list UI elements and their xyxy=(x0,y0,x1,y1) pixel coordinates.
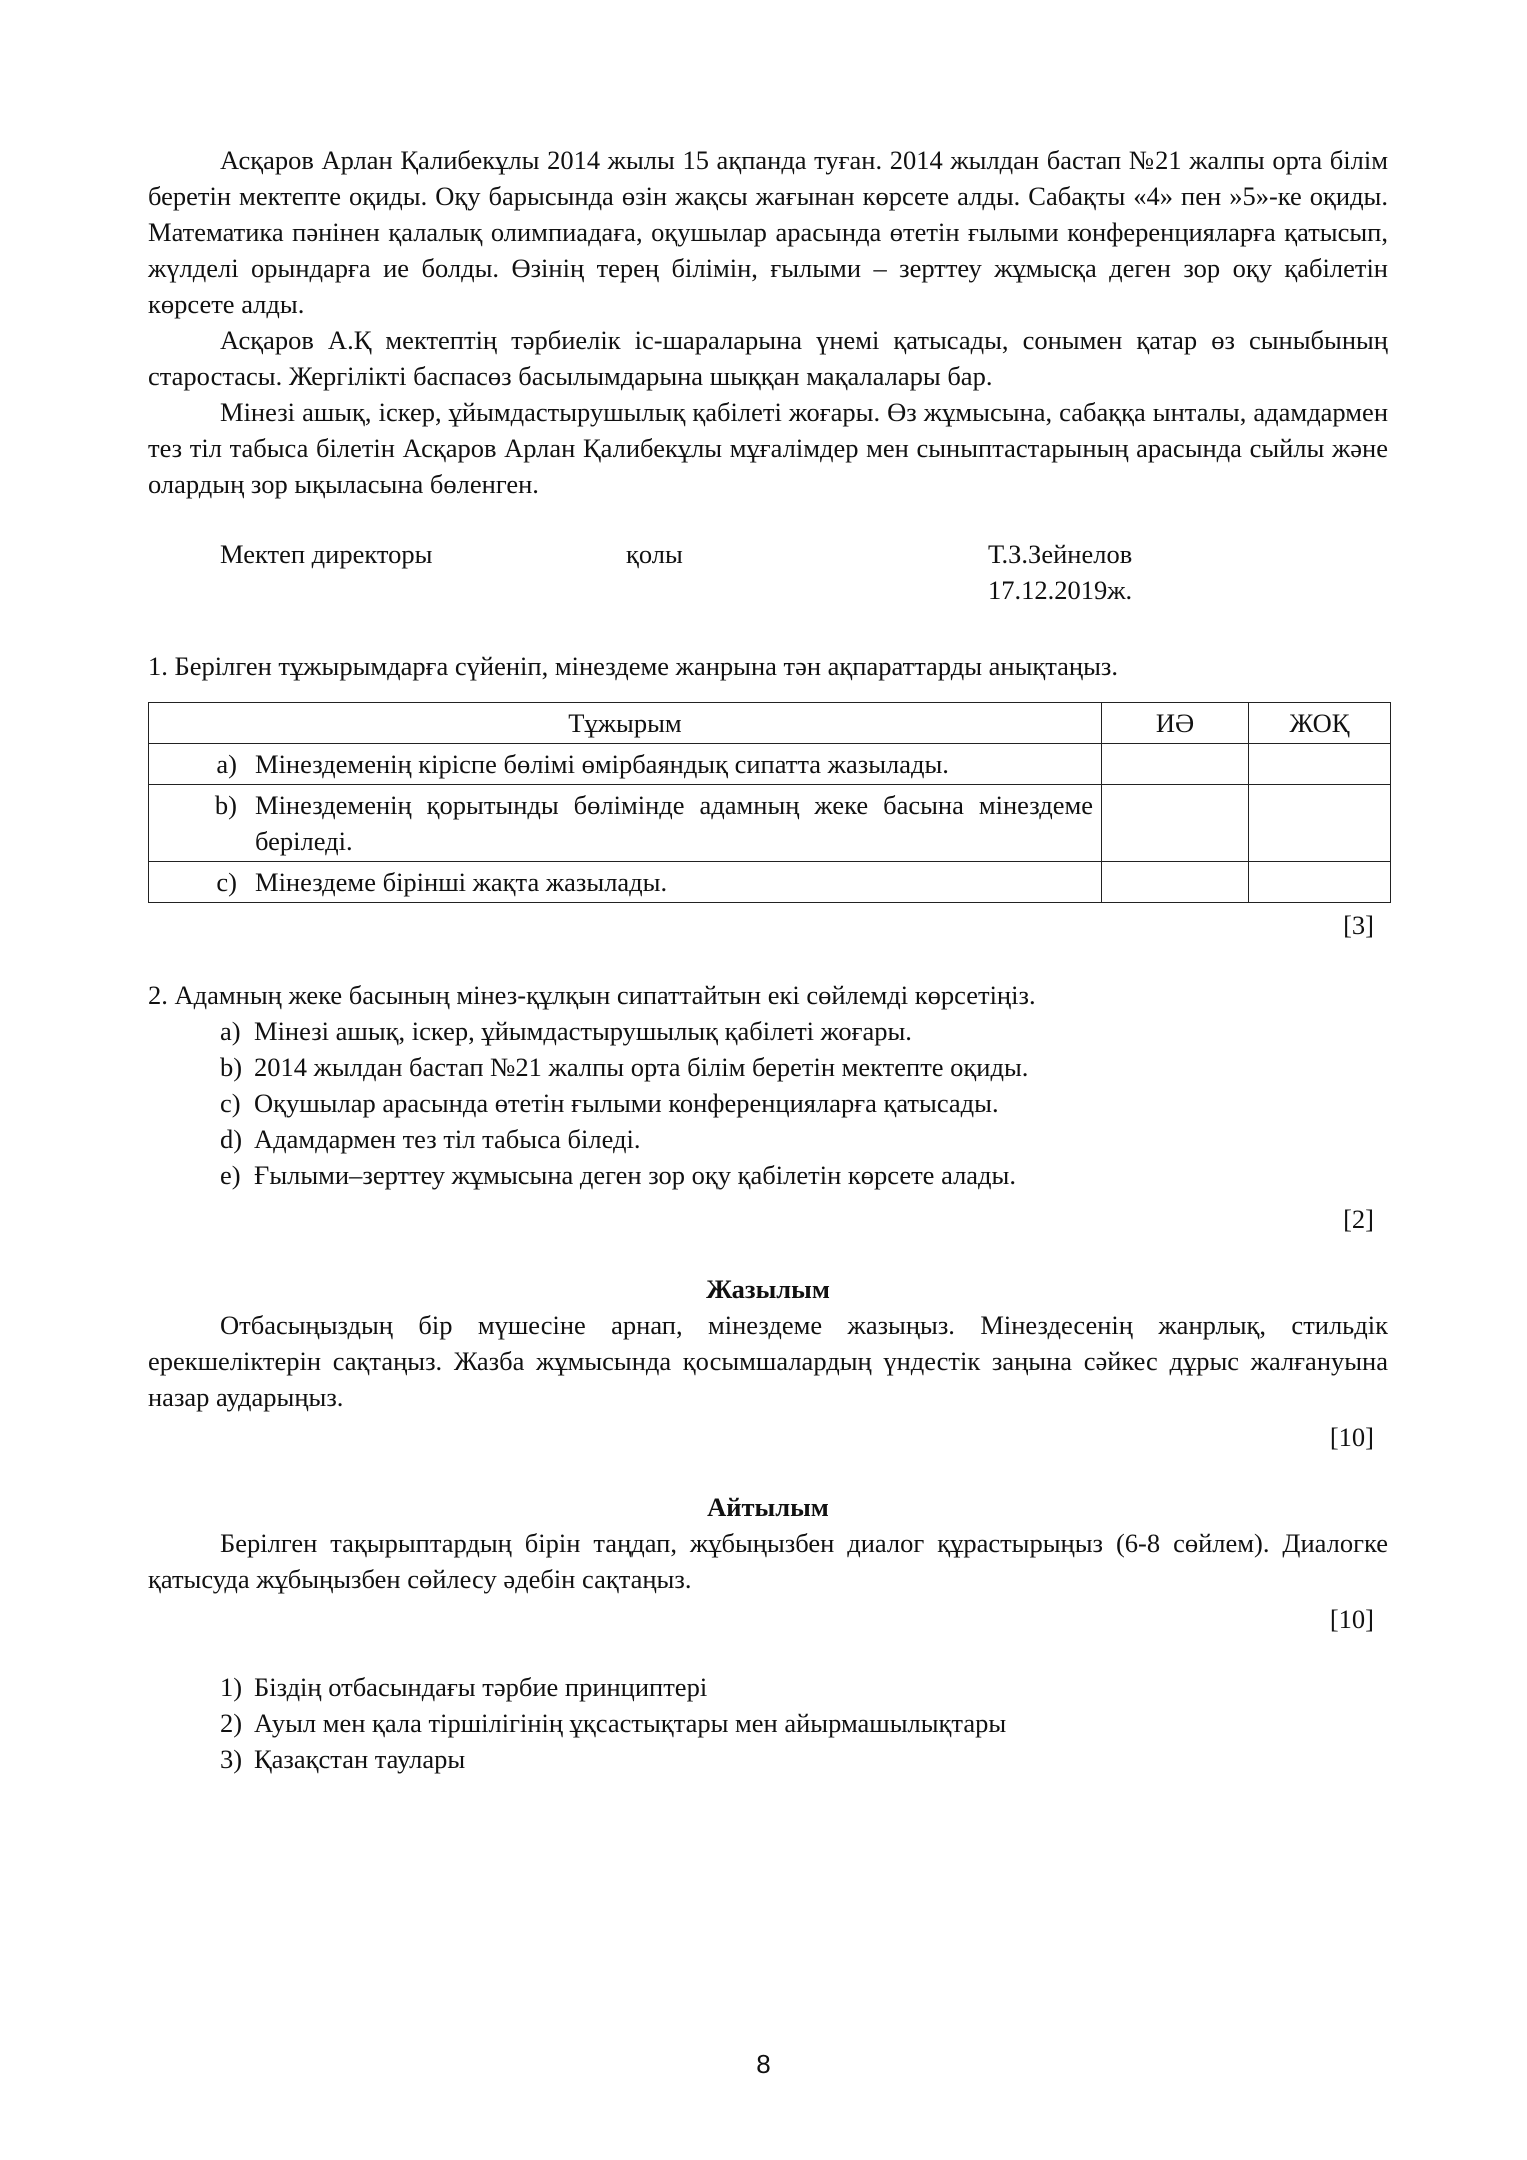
statement-cell xyxy=(149,862,1102,903)
statement-cell xyxy=(149,744,1102,785)
table-header-row xyxy=(149,703,1391,744)
option-text: Оқушылар арасында өтетін ғылыми конференцияларға қатысады. xyxy=(254,1088,999,1118)
writing-text: Отбасыңыздың бір мүшесіне арнап, мінездеме жазыңыз. Мінездесенің жанрлық, стильдік ерекшеліктерін сақтаңыз. Жазба жұмысында қосымшалардың үндестік заңына сәйкес дұрыс жалғануына назар аударыңыз. xyxy=(148,1310,1388,1412)
writing-score: [10] xyxy=(1329,1422,1374,1452)
yes-cell[interactable] xyxy=(1102,785,1249,862)
option-text: 2014 жылдан бастап №21 жалпы орта білім беретін мектепте оқиды. xyxy=(254,1052,1029,1082)
speaking-topics xyxy=(148,1669,1388,1777)
list-item xyxy=(220,1085,1388,1121)
option-letter: d) xyxy=(220,1124,243,1154)
task2-score: [2] xyxy=(1343,1204,1374,1234)
signature-name: Т.З.Зейнелов xyxy=(988,539,1133,569)
intro-paragraph-1: Асқаров Арлан Қалибекұлы 2014 жылы 15 ақпанда туған. 2014 жылдан бастап №21 жалпы орта білім беретін мектепте оқиды. Оқу барысында өзін жақсы жағынан көрсете алды. Сабақты «4» пен »5»-ке оқиды. Математика пәнінен қалалық олимпиадаға, оқушылар арасында өтетін ғылыми конференцияларға қатысып, жүлделі орындарға ие болды. Өзінің терең білімін, ғылыми – зерттеу жұмысқа деген зор оқу қабілетін көрсете алды. xyxy=(148,145,1388,319)
list-item xyxy=(220,1705,1388,1741)
statement-cell xyxy=(149,785,1102,862)
list-item xyxy=(220,1121,1388,1157)
option-text: Ғылыми–зерттеу жұмысына деген зор оқу қабілетін көрсете алады. xyxy=(254,1160,1016,1190)
list-item xyxy=(220,1741,1388,1777)
row-letter: a) xyxy=(216,749,237,779)
row-letter: b) xyxy=(214,790,237,820)
speaking-heading: Айтылым xyxy=(707,1492,829,1522)
option-letter: a) xyxy=(220,1016,241,1046)
option-letter: c) xyxy=(220,1088,241,1118)
option-letter: b) xyxy=(220,1052,243,1082)
topic-text: Қазақстан таулары xyxy=(254,1744,466,1774)
no-cell[interactable] xyxy=(1249,862,1391,903)
option-text: Мінезі ашық, іскер, ұйымдастырушылық қабілеті жоғары. xyxy=(254,1016,912,1046)
task2-options xyxy=(148,1013,1388,1193)
signature-date: 17.12.2019ж. xyxy=(988,575,1133,605)
topic-number: 1) xyxy=(220,1672,243,1702)
row-text: Мінездеменің кіріспе бөлімі өмірбаяндық сипатта жазылады. xyxy=(255,749,949,779)
intro-paragraph-3: Мінезі ашық, іскер, ұйымдастырушылық қабілеті жоғары. Өз жұмысына, сабаққа ынталы, адамдармен тез тіл табыса білетін Асқаров Арлан Қалибекұлы мұғалімдер мен сыныптастарының арасында сыйлы және олардың зор ықыласына бөленген. xyxy=(148,397,1388,499)
page-number: 8 xyxy=(756,2049,771,2079)
intro-paragraph-2: Асқаров А.Қ мектептің тәрбиелік іс-шараларына үнемі қатысады, сонымен қатар өз сыныбының старостасы. Жергілікті баспасөз басылымдарына шыққан мақалалары бар. xyxy=(148,325,1388,391)
document-page xyxy=(148,142,1388,1777)
header-no: ЖОҚ xyxy=(1249,703,1391,744)
list-item xyxy=(220,1013,1388,1049)
header-yes: ИӘ xyxy=(1102,703,1249,744)
topic-number: 2) xyxy=(220,1708,243,1738)
speaking-text: Берілген тақырыптардың бірін таңдап, жұбыңызбен диалог құрастырыңыз (6-8 сөйлем). Диалогке қатысуда жұбыңызбен сөйлесу әдебін сақтаңыз. xyxy=(148,1528,1388,1594)
signature-block xyxy=(148,536,1388,608)
task1-table xyxy=(148,702,1391,903)
topic-text: Ауыл мен қала тіршілігінің ұқсастықтары мен айырмашылықтары xyxy=(254,1708,1007,1738)
writing-heading: Жазылым xyxy=(706,1274,830,1304)
speaking-score: [10] xyxy=(1329,1604,1374,1634)
task1-question: 1. Берілген тұжырымдарға сүйеніп, мінездеме жанрына тән ақпараттарды анықтаңыз. xyxy=(148,651,1119,681)
topic-number: 3) xyxy=(220,1744,243,1774)
table-row xyxy=(149,785,1391,862)
list-item xyxy=(220,1157,1388,1193)
row-letter: c) xyxy=(216,867,237,897)
signature-name-date xyxy=(988,536,1388,608)
yes-cell[interactable] xyxy=(1102,744,1249,785)
row-text: Мінездеме бірінші жақта жазылады. xyxy=(255,867,668,897)
signature-role: Мектеп директоры xyxy=(220,539,433,569)
task1-score: [3] xyxy=(1343,910,1374,940)
task2-question: 2. Адамның жеке басының мінез-құлқын сипаттайтын екі сөйлемді көрсетіңіз. xyxy=(148,980,1036,1010)
table-row xyxy=(149,744,1391,785)
no-cell[interactable] xyxy=(1249,785,1391,862)
list-item xyxy=(220,1669,1388,1705)
header-statement: Тұжырым xyxy=(149,703,1102,744)
list-item xyxy=(220,1049,1388,1085)
table-row xyxy=(149,862,1391,903)
option-letter: e) xyxy=(220,1160,241,1190)
option-text: Адамдармен тез тіл табыса біледі. xyxy=(254,1124,641,1154)
signature-sign: қолы xyxy=(626,539,683,569)
topic-text: Біздің отбасындағы тәрбие принциптері xyxy=(254,1672,708,1702)
row-text: Мінездеменің қорытынды бөлімінде адамның жеке басына мінездеме беріледі. xyxy=(255,790,1093,856)
yes-cell[interactable] xyxy=(1102,862,1249,903)
no-cell[interactable] xyxy=(1249,744,1391,785)
